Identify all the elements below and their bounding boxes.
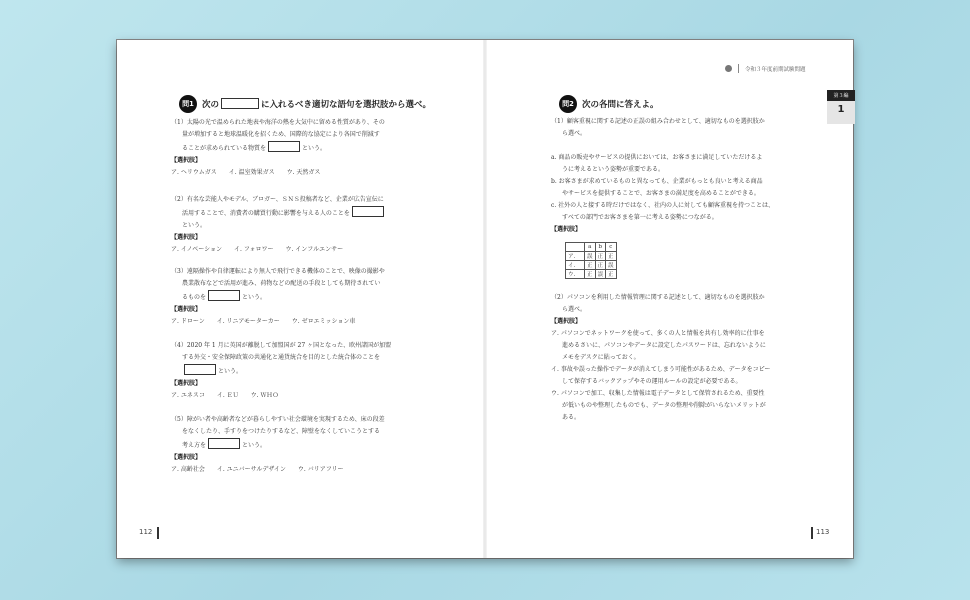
choice-label: 【選択肢】 — [171, 306, 202, 313]
page-number-left: 112 — [139, 528, 153, 536]
answer-blank — [184, 364, 216, 375]
q1-item-1: （1）太陽の光で温められた地表や海洋の熱を大気中に留める性質があり、その 量が増加すると地球温暖化を招くため、国際的な協定により各国で削減す ることが求められている物質を という。 【選択肢】 ア. ヘリウムガス イ. 温室効果ガス ウ. 天然ガス — [171, 117, 385, 179]
answer-blank — [208, 438, 240, 449]
page-number-right: 113 — [816, 528, 830, 536]
q1-heading — [179, 95, 431, 113]
choice-label: 【選択肢】 — [551, 226, 582, 233]
answer-blank — [268, 141, 300, 152]
page-number-bar — [157, 527, 159, 539]
page-number-bar — [811, 527, 813, 539]
choices: ア. ドローン イ. リニアモーターカー ウ. ゼロエミッション車 — [171, 318, 356, 325]
q2-part-1: （1）顧客重視に関する記述の正誤の組み合わせとして、適切なものを選択肢か ら選べ。 — [551, 118, 765, 137]
chapter-tab: 第３編 1 — [827, 90, 855, 124]
right-page — [485, 40, 853, 558]
choices: ア. ユネスコ イ. ＥＵ ウ. ＷＨＯ — [171, 392, 279, 399]
open-book-spread — [117, 40, 853, 558]
choices: ア. 高齢社会 イ. ユニバーサルデザイン ウ. バリアフリー — [171, 466, 344, 473]
choice-label: 【選択肢】 — [171, 234, 202, 241]
q1-badge: 問1 — [179, 95, 197, 113]
answer-blank — [352, 206, 384, 217]
q1-item-3: （3）遠隔操作や自律運転により無人で飛行できる機体のことで、映像の撮影や 農業散布などで活用が進み、荷物などの配送の手段としても期待されてい るものを という。 【選択肢】 ア. ドローン イ. リニアモーターカー ウ. ゼロエミッション車 — [171, 266, 385, 328]
choice-label: 【選択肢】 — [171, 454, 202, 461]
running-head: 令和３年度前期試験問題 — [725, 64, 806, 73]
q2-part-2: （2）パソコンを利用した情報管理に関する記述として、適切なものを選択肢か ら選べ。 【選択肢】 ア. パソコンでネットワークを使って、多くの人と情報を共有し効率的に仕事を 進めるさいに、パソコンやデータに設定したパスワードは、忘れないように メモをデスクに貼っておく。 イ. 事故や誤った操作でデータが消えてしまう可能性があるため、データをコピー して保存するバックアップやその運用ルールの設定が必要である。 ウ. パソコンで加工、収集した情報は電子データとして保管されるため、重要性 が低いものや整理したものでも、データの整理や削除がいらないメリットが ある。 — [551, 294, 771, 421]
choice-label: 【選択肢】 — [171, 157, 202, 164]
choices: ア. ヘリウムガス イ. 温室効果ガス ウ. 天然ガス — [171, 169, 321, 176]
q2-heading — [559, 95, 659, 113]
q2-title: 次の各問に答えよ。 — [582, 100, 659, 110]
table-header-row: a b c — [566, 243, 617, 252]
answer-blank — [221, 98, 259, 109]
q2-statements: a. 商品の販売やサービスの提供においては、お客さまに満足していただけるよ うに考えるという姿勢が重要である。 b. お客さまが求めているものと異なっても、企業がもっとも良いと考える商品 やサービスを提供することで、お客さまの満足度を高めることができる。 c. 社外の人と接する時だけではなく、社内の人に対しても顧客重視を持つことは、 すべての部門でお客さまを第一に考える姿勢につながる。 【選択肢】 — [551, 152, 774, 236]
choice-label: 【選択肢】 — [171, 380, 202, 387]
q1-item-5: （5）障がい者や高齢者などが暮らしやすい社会環境を実現するため、床の段差 をなくしたり、手すりをつけたりするなど、障壁をなくしていこうとする 考え方を という。 【選択肢】 ア. 高齢社会 イ. ユニバーサルデザイン ウ. バリアフリー — [171, 414, 385, 476]
table-row: ウ. 正 誤 正 — [566, 270, 617, 279]
left-page — [117, 40, 485, 558]
answer-table — [565, 242, 617, 279]
running-head-divider — [738, 64, 739, 73]
q2-badge: 問2 — [559, 95, 577, 113]
table-row: イ. 正 正 誤 — [566, 261, 617, 270]
answer-blank — [208, 290, 240, 301]
running-head-icon — [725, 65, 732, 72]
choice-label: 【選択肢】 — [551, 318, 582, 325]
table-row: ア. 誤 正 正 — [566, 252, 617, 261]
q1-item-2: （2）有名な芸能人やモデル、ブロガー、ＳＮＳ投稿者など、企業が広告宣伝に 活用することで、消費者の購買行動に影響を与える人のことを という。 【選択肢】 ア. イノベーション イ. フォロワー ウ. インフルエンサー — [171, 194, 386, 256]
choices: ア. イノベーション イ. フォロワー ウ. インフルエンサー — [171, 246, 344, 253]
q1-item-4: （4）2020 年 1 月に英国が離脱して加盟国が 27 ヶ国となった、欧州諸国が加盟 する外交・安全保障政策の共通化と通貨統合を目的とした統合体のことを という。 【選択肢】 ア. ユネスコ イ. ＥＵ ウ. ＷＨＯ — [171, 340, 391, 402]
q1-title: 次の に入れるべき適切な語句を選択肢から選べ。 — [202, 100, 432, 110]
